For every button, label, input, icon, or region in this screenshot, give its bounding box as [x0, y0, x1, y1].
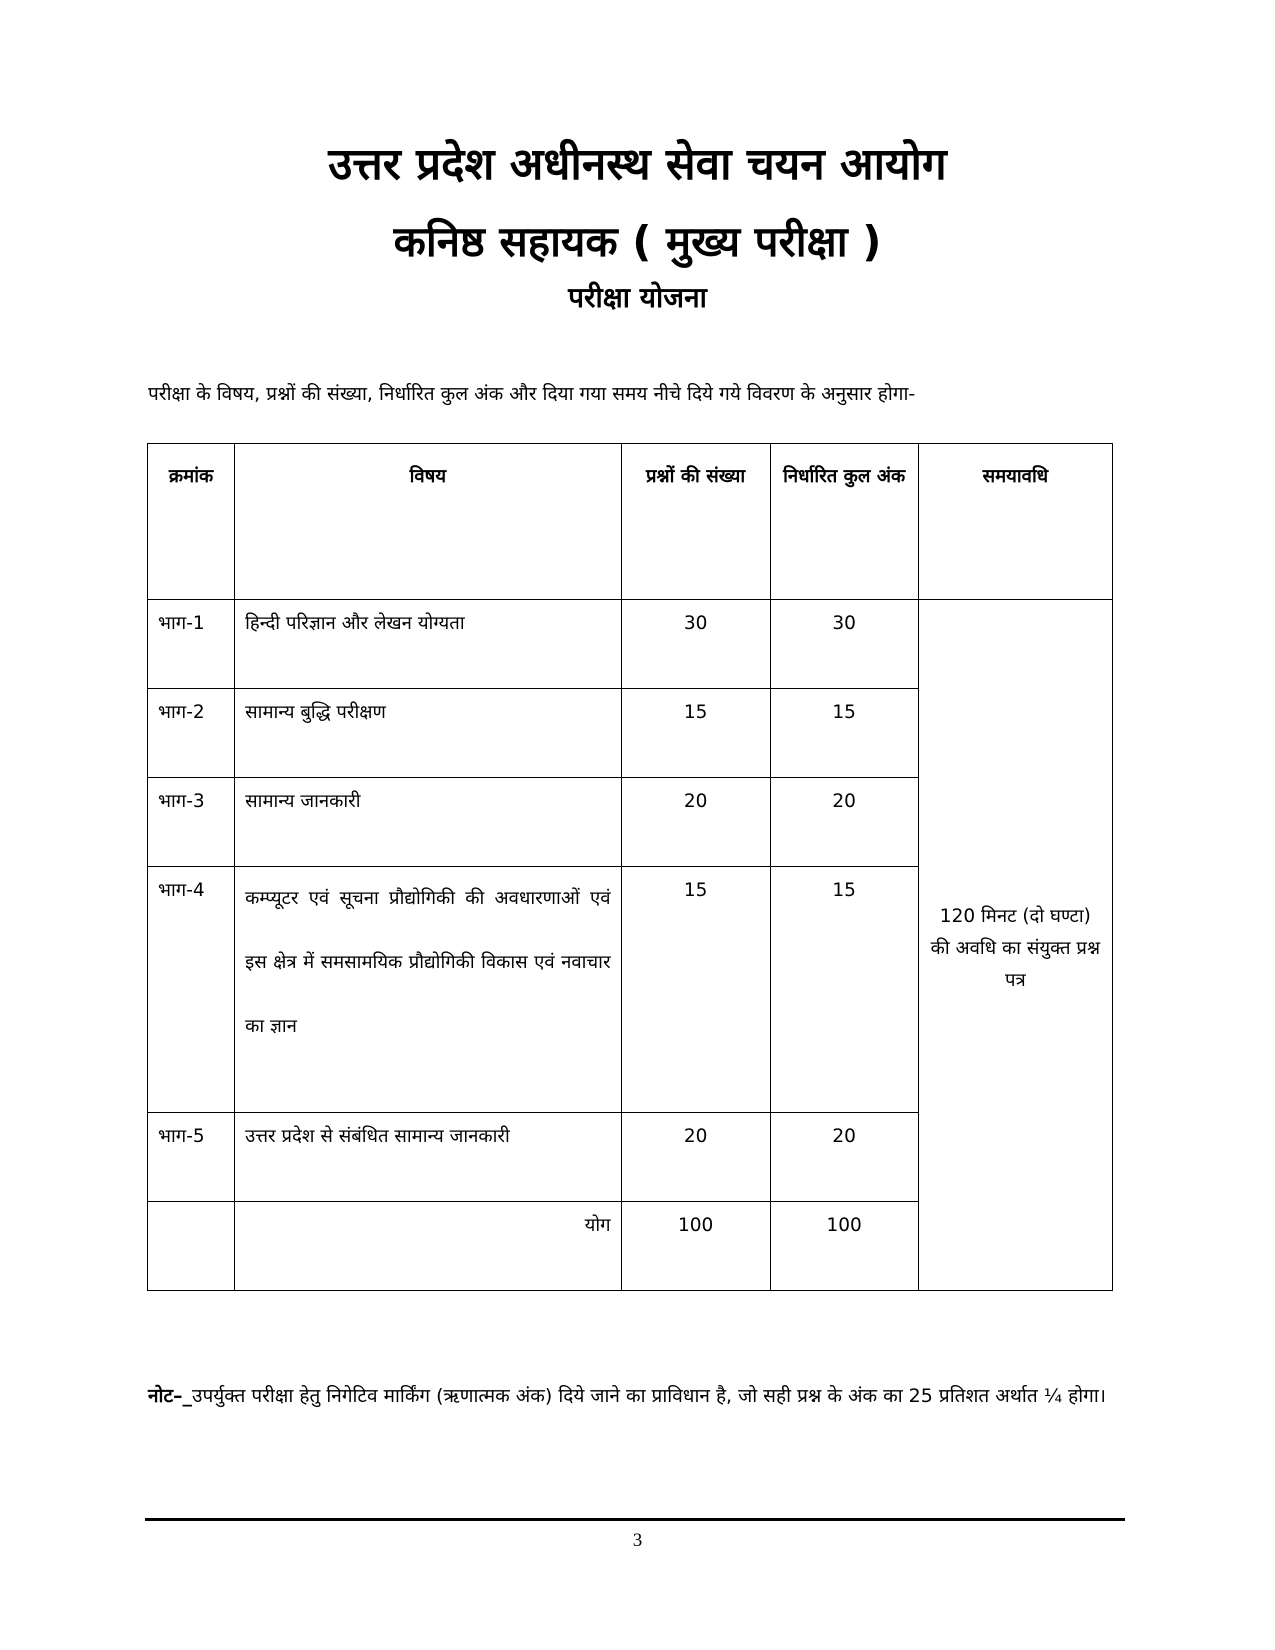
row-marks: 30 [770, 600, 918, 689]
row-serial: भाग-1 [148, 600, 235, 689]
row-serial: भाग-5 [148, 1113, 235, 1202]
scheme-title: परीक्षा योजना [568, 281, 707, 314]
org-title: उत्तर प्रदेश अधीनस्थ सेवा चयन आयोग [328, 139, 947, 190]
exam-title: कनिष्ठ सहायक ( मुख्य परीक्षा ) [393, 217, 882, 266]
row-subject: सामान्य जानकारी [235, 778, 621, 867]
row-marks: 15 [770, 689, 918, 778]
row-subject: कम्प्यूटर एवं सूचना प्रौद्योगिकी की अवधारणाओं एवं इस क्षेत्र में समसामयिक प्रौद्योगिकी विकास एवं नवाचार का ज्ञान [235, 867, 621, 1113]
row-serial: भाग-3 [148, 778, 235, 867]
header-subject: विषय [235, 444, 621, 600]
footer-divider [145, 1518, 1125, 1521]
intro-text: परीक्षा के विषय, प्रश्नों की संख्या, निर्धारित कुल अंक और दिया गया समय नीचे दिये गये विवरण के अनुसार होगा- [148, 383, 916, 405]
header-questions: प्रश्नों की संख्या [621, 444, 770, 600]
note-text: उपर्युक्त परीक्षा हेतु निगेटिव मार्किंग (ऋणात्मक अंक) दिये जाने का प्राविधान है, जो सही प्रश्न के अंक का 25 प्रतिशत अर्थात ¼ होगा। [192, 1385, 1106, 1407]
exam-scheme-table [147, 443, 1113, 1291]
table-row [148, 600, 1113, 689]
row-subject: हिन्दी परिज्ञान और लेखन योग्यता [235, 600, 621, 689]
duration-cell: 120 मिनट (दो घण्टा) की अवधि का संयुक्त प्रश्न पत्र [918, 600, 1112, 1291]
total-questions: 100 [621, 1202, 770, 1291]
row-marks: 15 [770, 867, 918, 1113]
negative-marking-note [148, 1365, 1120, 1427]
total-serial-empty [148, 1202, 235, 1291]
row-questions: 15 [621, 689, 770, 778]
row-questions: 15 [621, 867, 770, 1113]
row-serial: भाग-2 [148, 689, 235, 778]
header-serial: क्रमांक [148, 444, 235, 600]
row-questions: 20 [621, 778, 770, 867]
row-marks: 20 [770, 1113, 918, 1202]
table-header-row [148, 444, 1113, 600]
row-subject: उत्तर प्रदेश से संबंधित सामान्य जानकारी [235, 1113, 621, 1202]
row-serial: भाग-4 [148, 867, 235, 1113]
row-marks: 20 [770, 778, 918, 867]
row-subject: सामान्य बुद्धि परीक्षण [235, 689, 621, 778]
page-number: 3 [632, 1530, 643, 1551]
note-label: नोट–_ [148, 1385, 193, 1407]
row-questions: 30 [621, 600, 770, 689]
total-marks: 100 [770, 1202, 918, 1291]
header-duration: समयावधि [918, 444, 1112, 600]
total-label: योग [235, 1202, 621, 1291]
row-questions: 20 [621, 1113, 770, 1202]
header-marks: निर्धारित कुल अंक [770, 444, 918, 600]
